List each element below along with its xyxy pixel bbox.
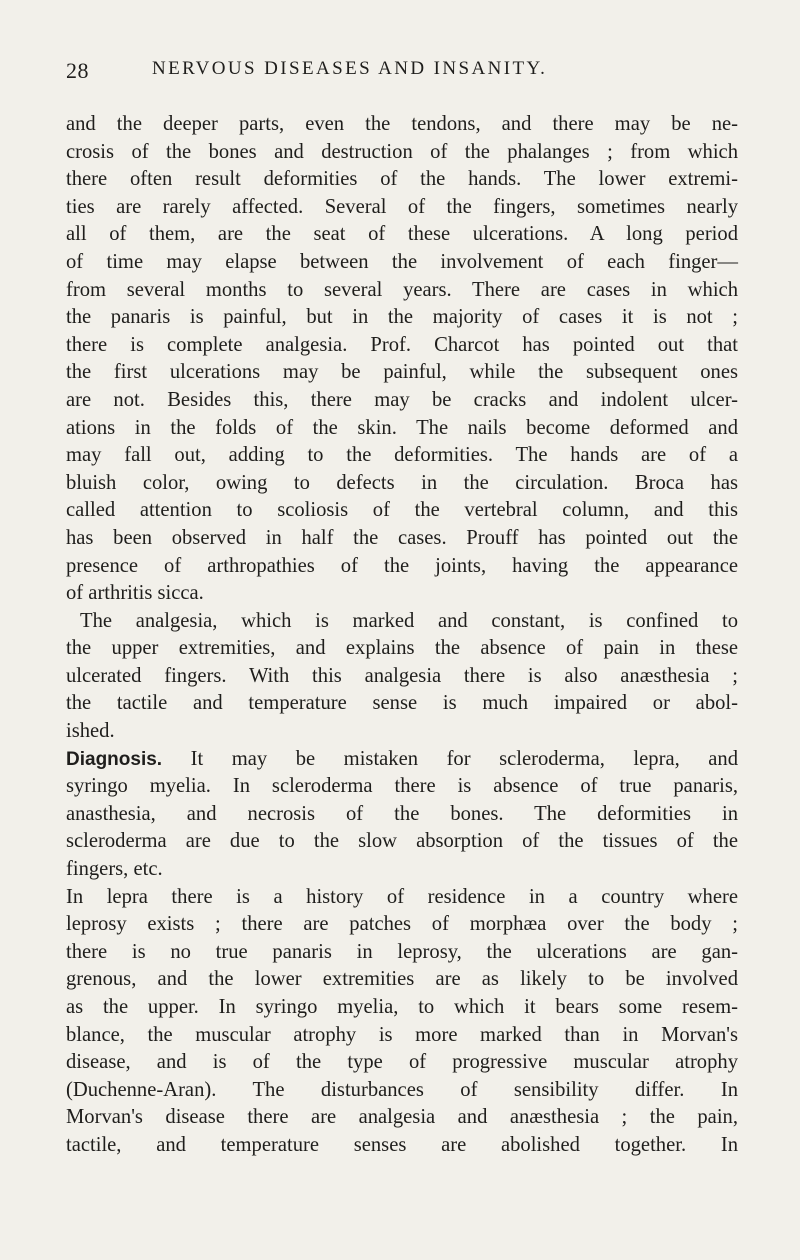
- text-line: the tactile and temperature sense is much impaired or abol-: [66, 692, 738, 715]
- diagnosis-first-line: It may be mistaken for scleroderma, lepra, and: [162, 747, 738, 770]
- text-line: Morvan's disease there are analgesia and anæsthesia ; the pain,: [66, 1106, 738, 1129]
- text-line: the panaris is painful, but in the majority of cases it is not ;: [66, 306, 738, 329]
- text-line: of arthritis sicca.: [66, 582, 204, 605]
- text-line: syringo myelia. In scleroderma there is absence of true panaris,: [66, 775, 738, 798]
- text-line: called attention to scoliosis of the vertebral column, and this: [66, 499, 738, 522]
- text-line: has been observed in half the cases. Prouff has pointed out the: [66, 526, 738, 549]
- text-line: all of them, are the seat of these ulcerations. A long period: [66, 223, 738, 246]
- text-line: as the upper. In syringo myelia, to which it bears some resem-: [66, 996, 738, 1018]
- text-line: there often result deformities of the hands. The lower extremi-: [66, 168, 738, 191]
- text-line: of time may elapse between the involvement of each finger—: [66, 250, 738, 273]
- page-number: 28: [66, 58, 89, 83]
- text-line: disease, and is of the type of progressive muscular atrophy: [66, 1051, 738, 1074]
- text-line: anasthesia, and necrosis of the bones. The deformities in: [66, 802, 738, 825]
- text-line: from several months to several years. There are cases in which: [66, 278, 738, 301]
- diagnosis-line: [66, 746, 738, 774]
- page-header: [0, 58, 800, 88]
- text-line: ations in the folds of the skin. The nails become deformed and: [66, 416, 738, 439]
- text-line: tactile, and temperature senses are abolished together. In: [66, 1133, 738, 1156]
- text-line: scleroderma are due to the slow absorption of the tissues of the: [66, 830, 738, 853]
- text-line: the first ulcerations may be painful, while the subsequent ones: [66, 361, 738, 384]
- running-head: NERVOUS DISEASES AND INSANITY.: [152, 58, 548, 79]
- text-line: (Duchenne-Aran). The disturbances of sensibility differ. In: [66, 1078, 738, 1101]
- text-line: fingers, etc.: [66, 858, 163, 881]
- text-line: The analgesia, which is marked and constant, is confined to: [80, 609, 738, 632]
- text-line: grenous, and the lower extremities are as likely to be involved: [66, 968, 738, 991]
- text-line: and the deeper parts, even the tendons, and there may be ne-: [66, 113, 738, 135]
- text-line: ished.: [66, 720, 115, 743]
- text-line: blance, the muscular atrophy is more marked than in Morvan's: [66, 1023, 738, 1046]
- body-text: [66, 111, 738, 1160]
- text-line: leprosy exists ; there are patches of morphæa over the body ;: [66, 913, 738, 936]
- text-line: ulcerated fingers. With this analgesia there is also anæsthesia ;: [66, 664, 738, 687]
- text-line: there is no true panaris in leprosy, the ulcerations are gan-: [66, 940, 738, 963]
- text-line: bluish color, owing to defects in the circulation. Broca has: [66, 471, 738, 494]
- text-line: are not. Besides this, there may be cracks and indolent ulcer-: [66, 388, 738, 411]
- text-line: presence of arthropathies of the joints, having the appearance: [66, 554, 738, 577]
- text-line: ties are rarely affected. Several of the fingers, sometimes nearly: [66, 195, 738, 218]
- text-line: crosis of the bones and destruction of the phalanges ; from which: [66, 140, 738, 163]
- text-line: may fall out, adding to the deformities. The hands are of a: [66, 444, 738, 467]
- text-line: In lepra there is a history of residence in a country where: [66, 885, 738, 908]
- diagnosis-heading: Diagnosis.: [66, 748, 163, 770]
- text-line: there is complete analgesia. Prof. Charcot has pointed out that: [66, 333, 738, 356]
- text-line: the upper extremities, and explains the absence of pain in these: [66, 637, 738, 660]
